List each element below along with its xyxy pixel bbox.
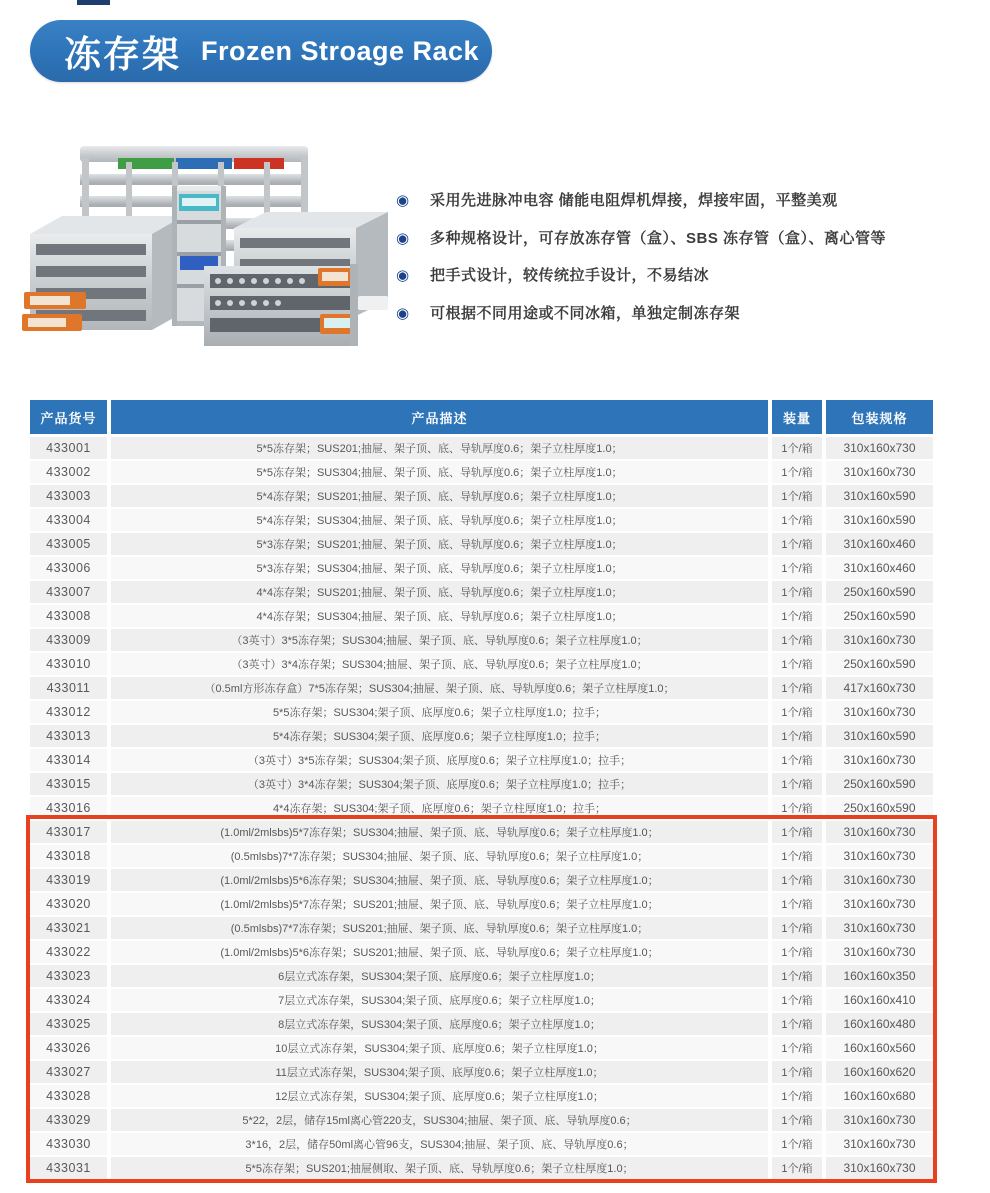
cell-code: 433025 bbox=[30, 1013, 107, 1035]
cell-code: 433003 bbox=[30, 485, 107, 507]
cell-code: 433029 bbox=[30, 1109, 107, 1131]
cell-code: 433011 bbox=[30, 677, 107, 699]
cell-qty: 1个/箱 bbox=[772, 797, 822, 819]
cell-code: 433016 bbox=[30, 797, 107, 819]
cell-spec: 250x160x590 bbox=[826, 797, 933, 819]
cell-qty: 1个/箱 bbox=[772, 461, 822, 483]
cell-code: 433002 bbox=[30, 461, 107, 483]
cell-spec: 310x160x730 bbox=[826, 821, 933, 843]
table-row bbox=[30, 893, 933, 915]
table-row bbox=[30, 557, 933, 579]
cell-desc: 3*16，2层，储存50ml离心管96支，SUS304;抽屉、架子顶、底、导轨厚度0.6； bbox=[111, 1133, 768, 1155]
cell-desc: 11层立式冻存架，SUS304;架子顶、底厚度0.6；架子立柱厚度1.0； bbox=[111, 1061, 768, 1083]
cell-desc: 5*4冻存架；SUS201;抽屉、架子顶、底、导轨厚度0.6；架子立柱厚度1.0； bbox=[111, 485, 768, 507]
cell-code: 433030 bbox=[30, 1133, 107, 1155]
cell-desc: 6层立式冻存架，SUS304;架子顶、底厚度0.6；架子立柱厚度1.0； bbox=[111, 965, 768, 987]
cell-qty: 1个/箱 bbox=[772, 1157, 822, 1179]
cell-desc: 8层立式冻存架，SUS304;架子顶、底厚度0.6；架子立柱厚度1.0； bbox=[111, 1013, 768, 1035]
cell-spec: 250x160x590 bbox=[826, 653, 933, 675]
bullet-icon: ◉ bbox=[396, 304, 410, 322]
cell-desc: 5*3冻存架；SUS304;抽屉、架子顶、底、导轨厚度0.6；架子立柱厚度1.0； bbox=[111, 557, 768, 579]
cell-spec: 250x160x590 bbox=[826, 581, 933, 603]
cell-desc: 5*3冻存架；SUS201;抽屉、架子顶、底、导轨厚度0.6；架子立柱厚度1.0； bbox=[111, 533, 768, 555]
cell-code: 433023 bbox=[30, 965, 107, 987]
table-row bbox=[30, 869, 933, 891]
table-row bbox=[30, 725, 933, 747]
cell-desc: (1.0ml/2mlsbs)5*6冻存架；SUS201;抽屉、架子顶、底、导轨厚度0.6；架子立柱厚度1.0； bbox=[111, 941, 768, 963]
cell-spec: 417x160x730 bbox=[826, 677, 933, 699]
cell-qty: 1个/箱 bbox=[772, 701, 822, 723]
cell-spec: 310x160x460 bbox=[826, 533, 933, 555]
cell-desc: (1.0ml/2mlsbs)5*7冻存架；SUS304;抽屉、架子顶、底、导轨厚度0.6；架子立柱厚度1.0； bbox=[111, 821, 768, 843]
cell-code: 433001 bbox=[30, 437, 107, 459]
cell-qty: 1个/箱 bbox=[772, 677, 822, 699]
cell-qty: 1个/箱 bbox=[772, 725, 822, 747]
cell-code: 433008 bbox=[30, 605, 107, 627]
cell-qty: 1个/箱 bbox=[772, 509, 822, 531]
table-row bbox=[30, 1013, 933, 1035]
table-row bbox=[30, 941, 933, 963]
cell-desc: 5*5冻存架；SUS304;架子顶、底厚度0.6；架子立柱厚度1.0；拉手； bbox=[111, 701, 768, 723]
front-rack bbox=[204, 264, 358, 346]
cell-spec: 250x160x590 bbox=[826, 773, 933, 795]
table-row bbox=[30, 917, 933, 939]
cell-desc: 10层立式冻存架，SUS304;架子顶、底厚度0.6；架子立柱厚度1.0； bbox=[111, 1037, 768, 1059]
table-row bbox=[30, 509, 933, 531]
cell-qty: 1个/箱 bbox=[772, 437, 822, 459]
cell-desc: 5*5冻存架；SUS201;抽屉、架子顶、底、导轨厚度0.6；架子立柱厚度1.0； bbox=[111, 437, 768, 459]
cell-spec: 160x160x480 bbox=[826, 1013, 933, 1035]
cell-desc: （3英寸）3*4冻存架；SUS304;抽屉、架子顶、底、导轨厚度0.6；架子立柱厚度1.0； bbox=[111, 653, 768, 675]
feature-item bbox=[396, 190, 981, 211]
cell-code: 433005 bbox=[30, 533, 107, 555]
cell-code: 433013 bbox=[30, 725, 107, 747]
table-row bbox=[30, 1157, 933, 1179]
bullet-icon: ◉ bbox=[396, 267, 410, 284]
cell-code: 433017 bbox=[30, 821, 107, 843]
cell-qty: 1个/箱 bbox=[772, 1109, 822, 1131]
cell-desc: （3英寸）3*4冻存架；SUS304;架子顶、底厚度0.6；架子立柱厚度1.0；拉手； bbox=[111, 773, 768, 795]
cell-qty: 1个/箱 bbox=[772, 557, 822, 579]
cell-qty: 1个/箱 bbox=[772, 941, 822, 963]
cell-code: 433028 bbox=[30, 1085, 107, 1107]
cell-spec: 310x160x590 bbox=[826, 509, 933, 531]
cell-code: 433019 bbox=[30, 869, 107, 891]
feature-list bbox=[396, 190, 981, 340]
table-row bbox=[30, 773, 933, 795]
cell-spec: 310x160x730 bbox=[826, 629, 933, 651]
cell-spec: 310x160x730 bbox=[826, 1133, 933, 1155]
cell-desc: 4*4冻存架；SUS304;抽屉、架子顶、底、导轨厚度0.6；架子立柱厚度1.0； bbox=[111, 605, 768, 627]
table-header-row bbox=[30, 400, 933, 434]
table-row bbox=[30, 1085, 933, 1107]
table-row bbox=[30, 533, 933, 555]
table-row bbox=[30, 989, 933, 1011]
page-title bbox=[30, 20, 492, 82]
cell-code: 433020 bbox=[30, 893, 107, 915]
page-title-english: Frozen Stroage Rack bbox=[201, 35, 480, 66]
cell-code: 433014 bbox=[30, 749, 107, 771]
column-header-qty: 装量 bbox=[772, 400, 822, 434]
column-header-desc: 产品描述 bbox=[111, 400, 768, 434]
cell-desc: 7层立式冻存架，SUS304;架子顶、底厚度0.6；架子立柱厚度1.0； bbox=[111, 989, 768, 1011]
left-rack bbox=[22, 216, 184, 331]
cell-qty: 1个/箱 bbox=[772, 629, 822, 651]
column-header-code: 产品货号 bbox=[30, 400, 107, 434]
table-row bbox=[30, 437, 933, 459]
table-row bbox=[30, 677, 933, 699]
cell-spec: 310x160x730 bbox=[826, 869, 933, 891]
cell-spec: 310x160x730 bbox=[826, 893, 933, 915]
table-row bbox=[30, 1061, 933, 1083]
cell-qty: 1个/箱 bbox=[772, 653, 822, 675]
cell-desc: （0.5ml方形冻存盒）7*5冻存架；SUS304;抽屉、架子顶、底、导轨厚度0.6；架子立柱厚度1.0； bbox=[111, 677, 768, 699]
cell-spec: 310x160x730 bbox=[826, 461, 933, 483]
table-row bbox=[30, 749, 933, 771]
cell-qty: 1个/箱 bbox=[772, 869, 822, 891]
table-row bbox=[30, 845, 933, 867]
table-row bbox=[30, 605, 933, 627]
cell-spec: 310x160x730 bbox=[826, 845, 933, 867]
cell-spec: 310x160x730 bbox=[826, 917, 933, 939]
cell-desc: 12层立式冻存架，SUS304;架子顶、底厚度0.6；架子立柱厚度1.0； bbox=[111, 1085, 768, 1107]
cell-spec: 250x160x590 bbox=[826, 605, 933, 627]
cell-spec: 310x160x730 bbox=[826, 1157, 933, 1179]
cell-qty: 1个/箱 bbox=[772, 1085, 822, 1107]
cell-code: 433015 bbox=[30, 773, 107, 795]
feature-item bbox=[396, 265, 981, 286]
cell-qty: 1个/箱 bbox=[772, 485, 822, 507]
cell-spec: 160x160x680 bbox=[826, 1085, 933, 1107]
cell-code: 433006 bbox=[30, 557, 107, 579]
cell-desc: (0.5mlsbs)7*7冻存架；SUS201;抽屉、架子顶、底、导轨厚度0.6；架子立柱厚度1.0； bbox=[111, 917, 768, 939]
cell-desc: (0.5mlsbs)7*7冻存架；SUS304;抽屉、架子顶、底、导轨厚度0.6；架子立柱厚度1.0； bbox=[111, 845, 768, 867]
feature-text: 把手式设计，较传统拉手设计，不易结冰 bbox=[430, 267, 710, 284]
cell-code: 433012 bbox=[30, 701, 107, 723]
cell-qty: 1个/箱 bbox=[772, 1061, 822, 1083]
cell-desc: 5*5冻存架；SUS201;抽屉侧取、架子顶、底、导轨厚度0.6；架子立柱厚度1.0； bbox=[111, 1157, 768, 1179]
product-photo bbox=[22, 128, 394, 360]
cell-spec: 310x160x730 bbox=[826, 941, 933, 963]
bullet-icon: ◉ bbox=[396, 229, 410, 247]
cell-qty: 1个/箱 bbox=[772, 533, 822, 555]
cell-code: 433004 bbox=[30, 509, 107, 531]
table-row bbox=[30, 1037, 933, 1059]
table-body bbox=[30, 437, 933, 1179]
cell-qty: 1个/箱 bbox=[772, 893, 822, 915]
cell-desc: 5*4冻存架；SUS304;架子顶、底厚度0.6；架子立柱厚度1.0；拉手； bbox=[111, 725, 768, 747]
table-row bbox=[30, 965, 933, 987]
cell-qty: 1个/箱 bbox=[772, 605, 822, 627]
cell-code: 433027 bbox=[30, 1061, 107, 1083]
cell-spec: 310x160x730 bbox=[826, 701, 933, 723]
cell-spec: 310x160x730 bbox=[826, 437, 933, 459]
page-title-chinese: 冻存架 bbox=[64, 34, 181, 75]
cell-desc: (1.0ml/2mlsbs)5*7冻存架；SUS201;抽屉、架子顶、底、导轨厚度0.6；架子立柱厚度1.0； bbox=[111, 893, 768, 915]
cell-code: 433007 bbox=[30, 581, 107, 603]
cell-qty: 1个/箱 bbox=[772, 965, 822, 987]
cell-desc: （3英寸）3*5冻存架；SUS304;抽屉、架子顶、底、导轨厚度0.6；架子立柱厚度1.0； bbox=[111, 629, 768, 651]
table-row bbox=[30, 797, 933, 819]
feature-text: 多种规格设计，可存放冻存管（盒）、SBS 冻存管（盒）、离心管等 bbox=[430, 229, 887, 247]
table-row bbox=[30, 821, 933, 843]
table-row bbox=[30, 461, 933, 483]
table-row bbox=[30, 653, 933, 675]
table-row bbox=[30, 485, 933, 507]
table-row bbox=[30, 629, 933, 651]
product-spec-table bbox=[30, 400, 933, 1181]
table-row bbox=[30, 581, 933, 603]
cell-desc: 4*4冻存架；SUS201;抽屉、架子顶、底、导轨厚度0.6；架子立柱厚度1.0； bbox=[111, 581, 768, 603]
cell-spec: 310x160x590 bbox=[826, 725, 933, 747]
cell-code: 433022 bbox=[30, 941, 107, 963]
cell-qty: 1个/箱 bbox=[772, 1037, 822, 1059]
cell-code: 433018 bbox=[30, 845, 107, 867]
title-tab-accent bbox=[77, 0, 110, 5]
cell-code: 433009 bbox=[30, 629, 107, 651]
table-row bbox=[30, 701, 933, 723]
cell-qty: 1个/箱 bbox=[772, 1133, 822, 1155]
cell-desc: 5*5冻存架；SUS304;抽屉、架子顶、底、导轨厚度0.6；架子立柱厚度1.0； bbox=[111, 461, 768, 483]
cell-desc: 5*4冻存架；SUS304;抽屉、架子顶、底、导轨厚度0.6；架子立柱厚度1.0； bbox=[111, 509, 768, 531]
cell-qty: 1个/箱 bbox=[772, 821, 822, 843]
feature-text: 采用先进脉冲电容 储能电阻焊机焊接，焊接牢固，平整美观 bbox=[430, 192, 838, 209]
bullet-icon: ◉ bbox=[396, 192, 410, 209]
feature-item bbox=[396, 228, 981, 249]
cell-spec: 310x160x730 bbox=[826, 749, 933, 771]
cell-desc: (1.0ml/2mlsbs)5*6冻存架；SUS304;抽屉、架子顶、底、导轨厚度0.6；架子立柱厚度1.0； bbox=[111, 869, 768, 891]
cell-qty: 1个/箱 bbox=[772, 773, 822, 795]
cell-spec: 160x160x410 bbox=[826, 989, 933, 1011]
cell-qty: 1个/箱 bbox=[772, 581, 822, 603]
cell-spec: 310x160x730 bbox=[826, 1109, 933, 1131]
cell-spec: 160x160x620 bbox=[826, 1061, 933, 1083]
column-header-spec: 包装规格 bbox=[826, 400, 933, 434]
cell-qty: 1个/箱 bbox=[772, 989, 822, 1011]
table-row bbox=[30, 1133, 933, 1155]
cell-spec: 160x160x560 bbox=[826, 1037, 933, 1059]
cell-spec: 310x160x590 bbox=[826, 485, 933, 507]
cell-code: 433031 bbox=[30, 1157, 107, 1179]
cell-qty: 1个/箱 bbox=[772, 845, 822, 867]
cell-code: 433021 bbox=[30, 917, 107, 939]
cell-desc: 4*4冻存架；SUS304;架子顶、底厚度0.6；架子立柱厚度1.0；拉手； bbox=[111, 797, 768, 819]
cell-code: 433024 bbox=[30, 989, 107, 1011]
cell-qty: 1个/箱 bbox=[772, 1013, 822, 1035]
cell-qty: 1个/箱 bbox=[772, 749, 822, 771]
feature-text: 可根据不同用途或不同冰箱，单独定制冻存架 bbox=[430, 304, 741, 322]
feature-item bbox=[396, 303, 981, 324]
cell-spec: 160x160x350 bbox=[826, 965, 933, 987]
table-row bbox=[30, 1109, 933, 1131]
cell-qty: 1个/箱 bbox=[772, 917, 822, 939]
cell-spec: 310x160x460 bbox=[826, 557, 933, 579]
cell-code: 433026 bbox=[30, 1037, 107, 1059]
cell-desc: 5*22，2层，储存15ml离心管220支，SUS304;抽屉、架子顶、底、导轨厚度0.6； bbox=[111, 1109, 768, 1131]
cell-desc: （3英寸）3*5冻存架；SUS304;架子顶、底厚度0.6；架子立柱厚度1.0；拉手； bbox=[111, 749, 768, 771]
cell-code: 433010 bbox=[30, 653, 107, 675]
